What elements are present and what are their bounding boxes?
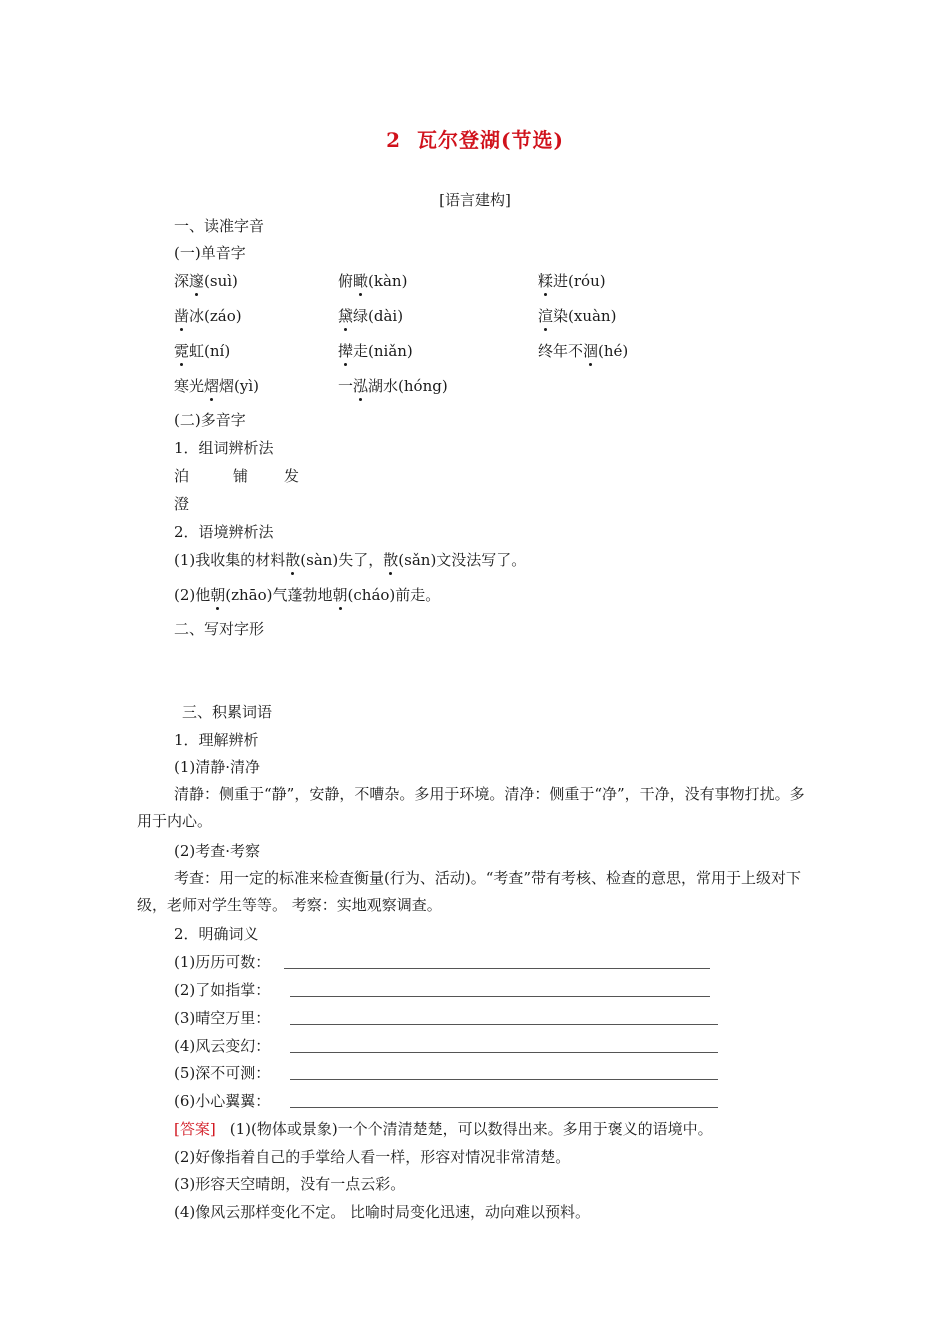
pron-item: 终年不涸(hé) xyxy=(538,342,629,360)
answer-blank-line[interactable] xyxy=(284,968,710,969)
pron-item: 渲染(xuàn) xyxy=(538,307,617,325)
blank-label: (5)深不可测： xyxy=(174,1064,271,1082)
multi-char: 发 xyxy=(284,467,300,485)
section2-heading: 二、写对字形 xyxy=(174,620,265,638)
context-sentence: (2)他朝(zhāo)气蓬勃地朝(cháo)前走。 xyxy=(174,586,441,604)
blank-label: (1)历历可数： xyxy=(174,953,271,971)
answer-blank-line[interactable] xyxy=(290,1052,718,1053)
pron-item: 黛绿(dài) xyxy=(338,307,404,325)
blank-label: (4)风云变幻： xyxy=(174,1037,271,1055)
pron-item: 俯瞰(kàn) xyxy=(338,272,408,290)
page-title xyxy=(0,124,950,153)
multi-char: 泊 xyxy=(174,467,190,485)
section3-heading: 三、积累词语 xyxy=(182,703,273,721)
pron-item: 寒光熠熠(yì) xyxy=(174,377,260,395)
context-sentence: (1)我收集的材料散(sàn)失了，散(sǎn)文没法写了。 xyxy=(174,551,527,569)
sub-heading-2: 2．明确词义 xyxy=(174,925,259,943)
answer-line: [答案] (1)(物体或景象)一个个清清楚楚，可以数得出来。多用于褒义的语境中。 xyxy=(174,1120,713,1138)
answer-blank-line[interactable] xyxy=(290,996,710,997)
lesson-number: 2 xyxy=(386,128,401,152)
answer-blank-line[interactable] xyxy=(290,1107,718,1108)
pron-item: 撵走(niǎn) xyxy=(338,342,413,360)
answer-tag: [答案] xyxy=(174,1120,216,1138)
pron-item: 一泓湖水(hóng) xyxy=(338,377,448,395)
section-label: [语言建构] xyxy=(439,191,511,209)
pron-item: 深邃(suì) xyxy=(174,272,238,290)
multi-char: 铺 xyxy=(233,467,249,485)
sub-heading-1: 1．理解辨析 xyxy=(174,731,259,749)
blank-label: (6)小心翼翼： xyxy=(174,1092,271,1110)
word-pair-1-title: (1)清静·清净 xyxy=(174,758,261,776)
answer-blank-line[interactable] xyxy=(290,1024,718,1025)
word-pair-2-title: (2)考查·考察 xyxy=(174,842,261,860)
answer-line: (4)像风云那样变化不定。 比喻时局变化迅速，动向难以预料。 xyxy=(174,1203,591,1221)
word-pair-2-text: 考查：用一定的标准来检查衡量(行为、活动)。“考查”带有考核、检查的意思，常用于上级对下级，老师对学生等等。 考察：实地观察调查。 xyxy=(137,869,802,914)
answer-blank-line[interactable] xyxy=(290,1079,718,1080)
multi-char-heading: (二)多音字 xyxy=(174,411,246,429)
section1-heading: 一、读准字音 xyxy=(174,217,265,235)
method2-heading: 2．语境辨析法 xyxy=(174,523,274,541)
multi-char: 澄 xyxy=(174,495,190,513)
single-char-heading: (一)单音字 xyxy=(174,244,246,262)
blank-label: (3)晴空万里： xyxy=(174,1009,271,1027)
answer-line: (3)形容天空晴朗，没有一点云彩。 xyxy=(174,1175,406,1193)
lesson-title: 瓦尔登湖(节选) xyxy=(416,128,564,152)
method1-heading: 1．组词辨析法 xyxy=(174,439,274,457)
answer-line: (2)好像指着自己的手掌给人看一样，形容对情况非常清楚。 xyxy=(174,1148,571,1166)
word-pair-1-text: 清静：侧重于“静”，安静，不嘈杂。多用于环境。清净：侧重于“净”，干净，没有事物打扰。多用于内心。 xyxy=(137,785,805,830)
pron-item: 糅进(róu) xyxy=(538,272,606,290)
blank-label: (2)了如指掌： xyxy=(174,981,271,999)
pron-item: 霓虹(ní) xyxy=(174,342,231,360)
pron-item: 凿冰(záo) xyxy=(174,307,242,325)
